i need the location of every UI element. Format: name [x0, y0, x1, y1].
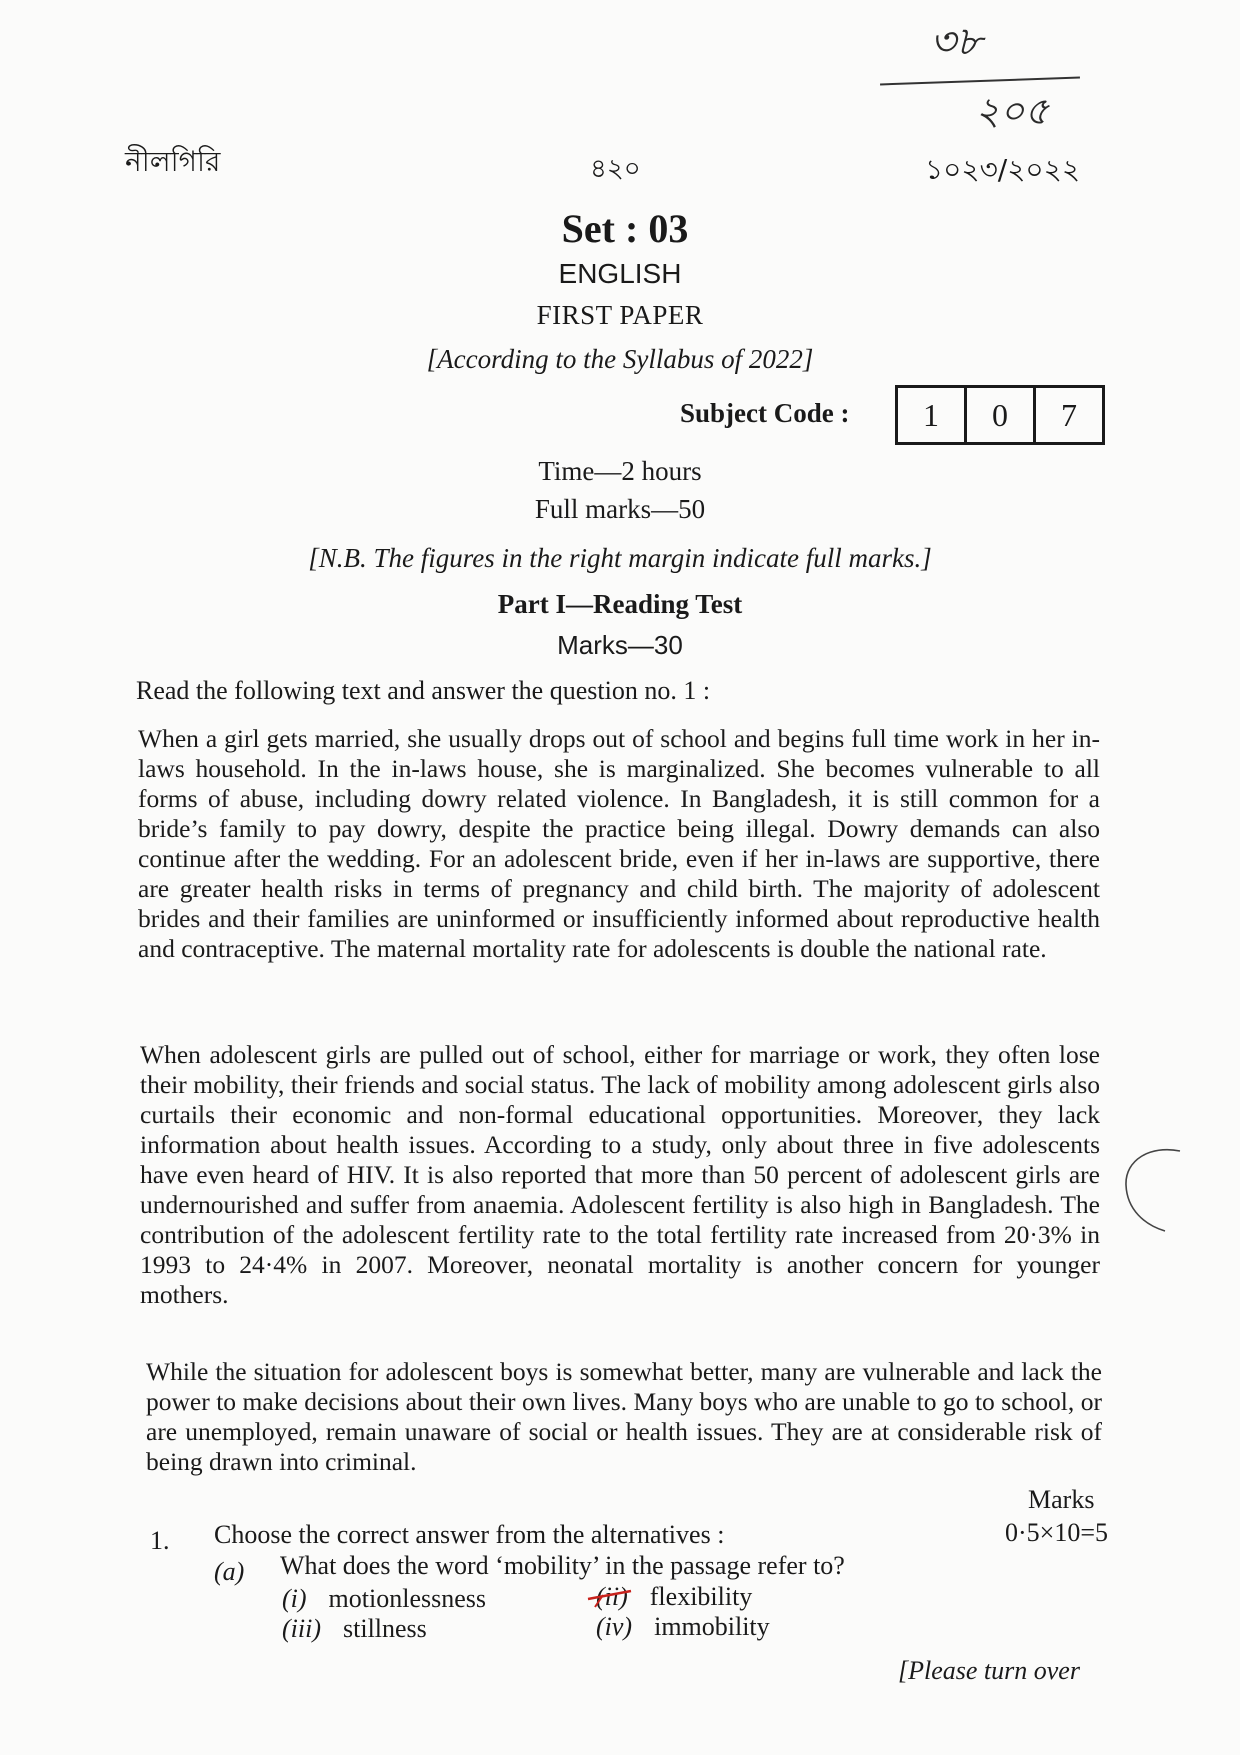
option-label: (iv) [596, 1612, 633, 1641]
subject-code-boxes [895, 385, 1105, 445]
margin-pencil-mark [1120, 1145, 1190, 1235]
option-text: immobility [654, 1612, 770, 1641]
instruction: Read the following text and answer the question no. 1 : [136, 676, 711, 705]
page-turn-note: [Please turn over [898, 1656, 1080, 1685]
sub-question-label: (a) [214, 1557, 245, 1586]
set-title: Set : 03 [561, 206, 689, 251]
answer-tick-mark [585, 1583, 635, 1613]
marks-header: Marks [1028, 1485, 1095, 1514]
header-left: নীলগিরি [125, 145, 221, 178]
passage-paragraph-3: While the situation for adolescent boys is somewhat better, many are vulnerable and lack the power to make decisions about their own lives. Many boys who are unable to go to school, or are unemployed, remain unaware of social or health issues. They are at considerable risk of being drawn into criminal. [146, 1357, 1102, 1476]
nb-note: [N.B. The figures in the right margin indicate full marks.] [308, 543, 932, 573]
option-text: stillness [343, 1614, 427, 1643]
sub-question-text: What does the word ‘mobility’ in the passage refer to? [280, 1551, 845, 1580]
option-text: flexibility [649, 1582, 753, 1611]
header-right: ১০২৩/২০২২ [925, 153, 1081, 186]
subject-code-digit: 1 [898, 388, 967, 442]
option-label: (ii) [596, 1582, 628, 1611]
subject-code-label: Subject Code : [680, 398, 850, 428]
handwritten-top: ৩৮ [930, 19, 982, 65]
time-line: Time—2 hours [538, 456, 702, 486]
syllabus-line: [According to the Syllabus of 2022] [426, 344, 814, 374]
subject-code-digit: 0 [967, 388, 1036, 442]
passage-paragraph-2: When adolescent girls are pulled out of school, either for marriage or work, they often lose their mobility, their friends and social status. The lack of mobility among adolescent girls also curtails their economic and non-formal educational opportunities. Moreover, they lack information about health issues. According to a study, only about three in five adolescents have even heard of HIV. It is also reported that more than 50 percent of adolescent girls are undernourished and suffer from anaemia. Adolescent fertility is also high in Bangladesh. The contribution of the adolescent fertility rate to the total fertility rate increased from 20·3% in 1993 to 24·4% in 2007. Moreover, neonatal mortality is another concern for younger mothers. [140, 1040, 1100, 1309]
question-number: 1. [150, 1526, 170, 1555]
header-center: ৪২০ [590, 154, 641, 184]
option-iii [282, 1614, 427, 1644]
handwritten-bottom: ২০৫ [975, 89, 1050, 133]
paper-title-text: FIRST PAPER [536, 300, 704, 330]
paper-title [0, 300, 1240, 331]
option-label: (iii) [282, 1614, 321, 1643]
option-i [282, 1584, 486, 1614]
part-title: Part I—Reading Test [497, 589, 743, 619]
subject-code-digit: 7 [1061, 396, 1077, 433]
option-iv [596, 1612, 770, 1642]
part-marks: Marks—30 [557, 630, 683, 660]
passage-paragraph-1: When a girl gets married, she usually drops out of school and begins full time work in her in-laws household. In the in-laws house, she is marginalized. She becomes vulnerable to all forms of abuse, including dowry related violence. In Bangladesh, it is still common for a bride’s family to pay dowry, despite the practice being illegal. Dowry demands can also continue after the wedding. For an adolescent bride, even if her in-laws are supportive, there are greater health risks in terms of pregnancy and child birth. The majority of adolescent brides and their families are uninformed or insufficiently informed about reproductive health and contraceptive. The maternal mortality rate for adolescents is double the national rate. [138, 724, 1100, 963]
subject-title: ENGLISH [558, 258, 682, 289]
option-label: (i) [282, 1584, 307, 1613]
question-marks: 0·5×10=5 [1005, 1518, 1108, 1547]
question-text: Choose the correct answer from the alternatives : [214, 1520, 725, 1549]
option-text: motionlessness [328, 1584, 486, 1613]
full-marks-line: Full marks—50 [534, 494, 706, 524]
